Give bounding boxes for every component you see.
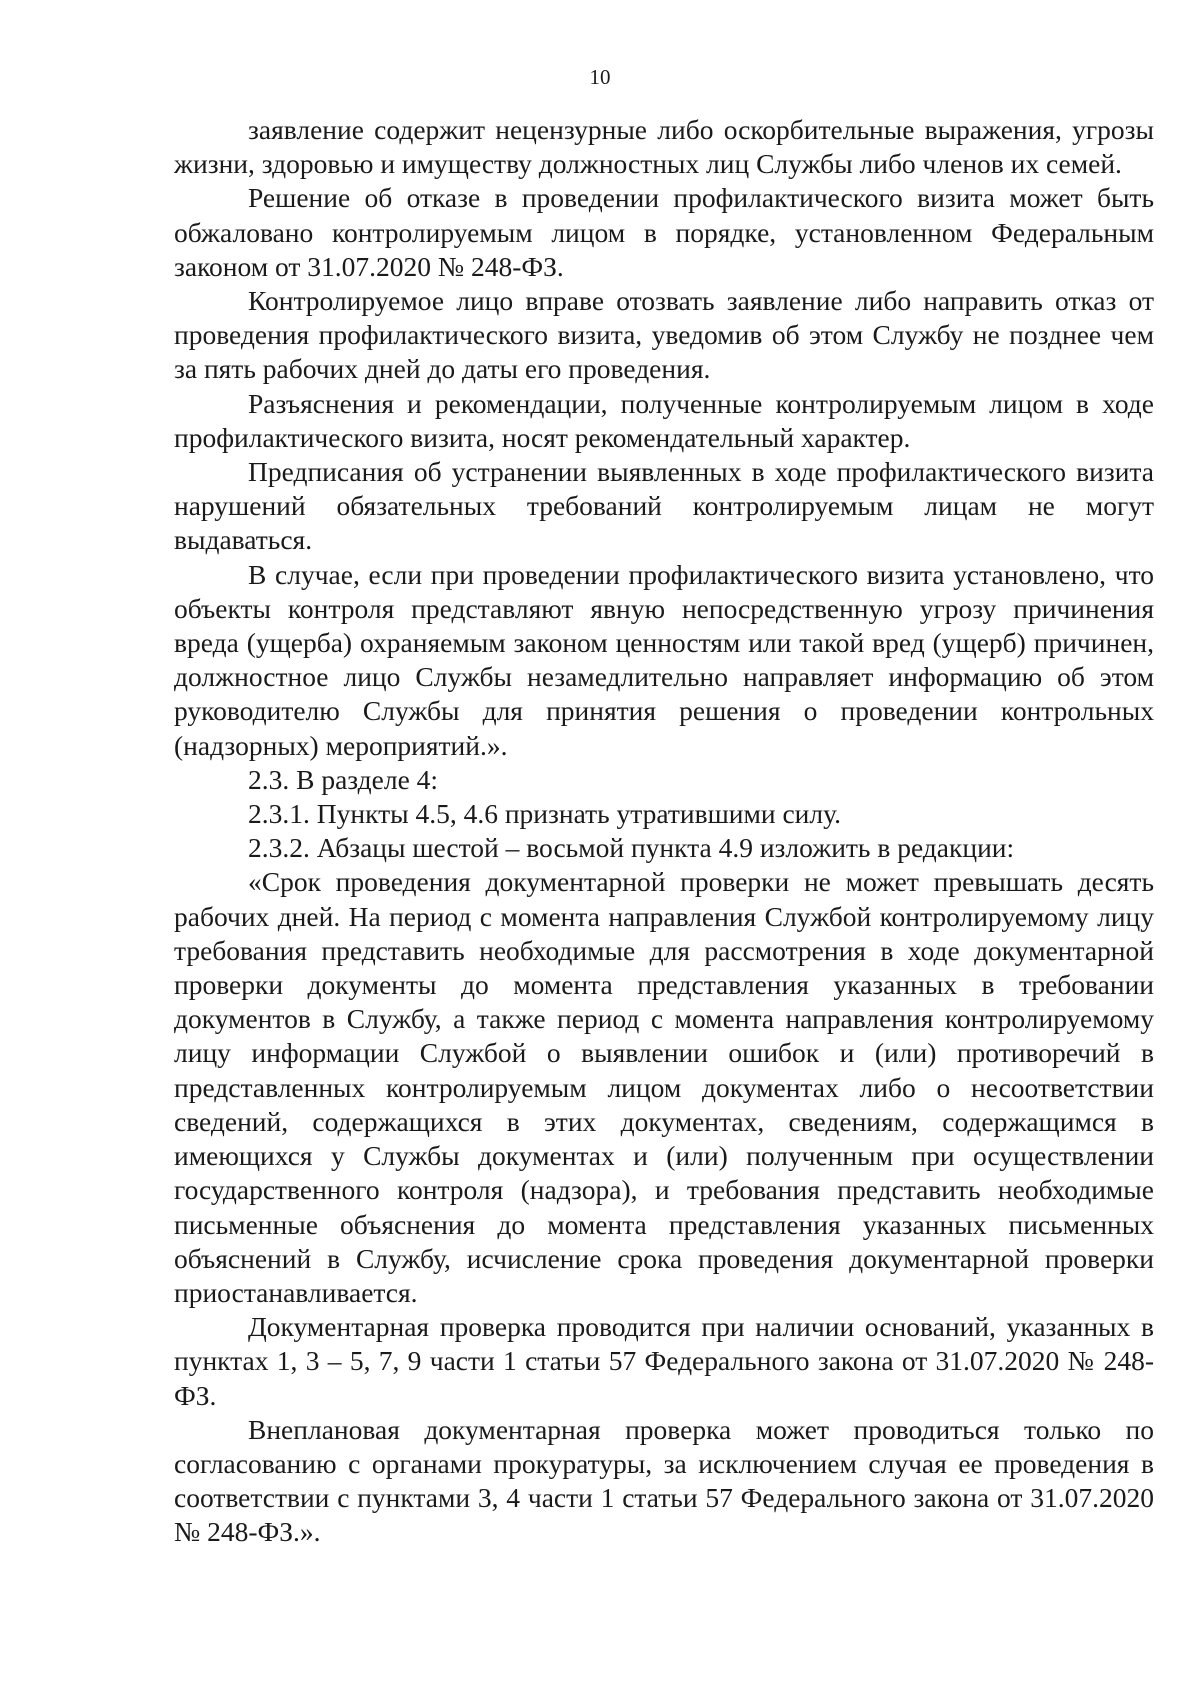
paragraph-section-2-3-2: 2.3.2. Абзацы шестой – восьмой пункта 4.9 изложить в редакции: <box>248 832 1015 864</box>
paragraph-statement-content: заявление содержит нецензурные либо оскорбительные выражения, угрозы жизни, здоровью и имуществу должностных лиц Службы либо членов их семей. <box>174 114 1154 180</box>
paragraph-withdraw-statement: Контролируемое лицо вправе отозвать заявление либо направить отказ от проведения профилактического визита, уведомив об этом Службу не позднее чем за пять рабочих дней до даты его проведения. <box>174 285 1154 385</box>
paragraph-inspection-grounds: Документарная проверка проводится при наличии оснований, указанных в пунктах 1, 3 – 5, 7, 9 части 1 статьи 57 Федерального закона от 31.07.2020 № 248-ФЗ. <box>174 1311 1154 1411</box>
page-number: 10 <box>589 65 611 89</box>
paragraph-clarifications: Разъяснения и рекомендации, полученные контролируемым лицом в ходе профилактического визита, носят рекомендательный характер. <box>174 387 1154 453</box>
paragraph-prescriptions: Предписания об устранении выявленных в ходе профилактического визита нарушений обязательных требований контролируемым лицам не могут выдаваться. <box>174 456 1154 556</box>
paragraph-unscheduled-inspection: Внеплановая документарная проверка может проводиться только по согласованию с органами прокуратуры, за исключением случая ее проведения в соответствии с пунктами 3, 4 части 1 статьи 57 Федерального закона от 31.07.2020 № 248-ФЗ.». <box>174 1413 1154 1548</box>
paragraph-threat-case: В случае, если при проведении профилактического визита установлено, что объекты контроля представляют явную непосредственную угрозу причинения вреда (ущерба) охраняемым законом ценностям или такой вред (ущерб) причинен, должностное лицо Службы незамедлительно направляет информацию об этом руководителю Службы для принятия решения о проведении контрольных (надзорных) мероприятий.». <box>174 558 1154 761</box>
paragraph-refusal-appeal: Решение об отказе в проведении профилактического визита может быть обжаловано контролируемым лицом в порядке, установленном Федеральным законом от 31.07.2020 № 248-ФЗ. <box>174 182 1154 282</box>
paragraph-inspection-term: «Срок проведения документарной проверки не может превышать десять рабочих дней. На период с момента направления Службой контролируемому лицу требования представить необходимые для рассмотрения в ходе документарной проверки документы до момента представления указанных в требовании документов в Службу, а также период с момента направления контролируемому лицу информации Службой о выявлении ошибок и (или) противоречий в представленных контролируемым лицом документах либо о несоответствии сведений, содержащихся в этих документах, сведениям, содержащимся в имеющихся у Службы документах и (или) полученным при осуществлении государственного контроля (надзора), и требования представить необходимые письменные объяснения до момента представления указанных письменных объяснений в Службу, исчисление срока проведения документарной проверки приостанавливается. <box>174 866 1154 1308</box>
document-body <box>174 113 1154 1550</box>
paragraph-section-2-3-1: 2.3.1. Пункты 4.5, 4.6 признать утратившими силу. <box>248 798 841 830</box>
paragraph-section-2-3: 2.3. В разделе 4: <box>248 763 439 795</box>
